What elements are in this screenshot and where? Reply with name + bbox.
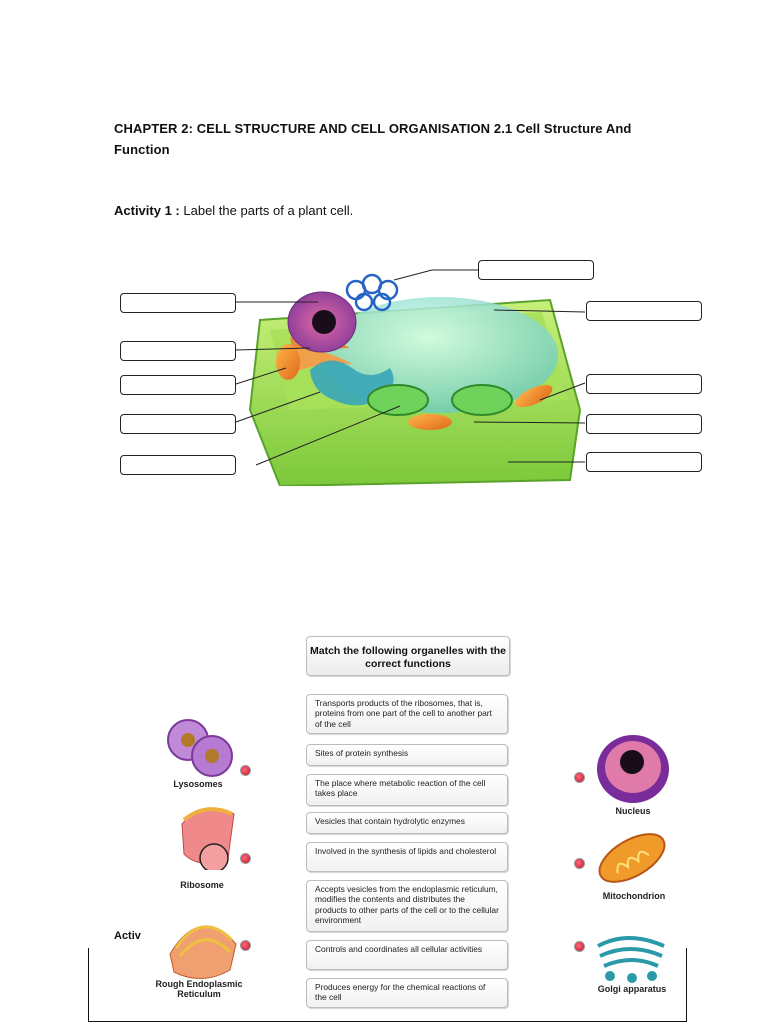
ribosome-image bbox=[176, 804, 246, 870]
label-blank-right-4[interactable] bbox=[586, 452, 702, 472]
label-blank-left-3[interactable] bbox=[120, 375, 236, 395]
label-blank-right-3[interactable] bbox=[586, 414, 702, 434]
label-blank-right-2[interactable] bbox=[586, 374, 702, 394]
activity-1-label: Activity 1 : bbox=[114, 203, 180, 218]
label-blank-left-1[interactable] bbox=[120, 293, 236, 313]
organelle-label-nucleus: Nucleus bbox=[615, 806, 651, 816]
function-box-3: The place where metabolic reaction of the cell takes place bbox=[306, 774, 508, 806]
organelle-label-ribosome: Ribosome bbox=[180, 880, 224, 890]
label-blank-left-4[interactable] bbox=[120, 414, 236, 434]
nucleus-match-dot[interactable] bbox=[574, 772, 585, 783]
mitochondrion-image bbox=[592, 828, 674, 890]
frame-bottom-border bbox=[88, 1021, 687, 1022]
function-box-1: Transports products of the ribosomes, that is, proteins from one part of the cell to another part of the cell bbox=[306, 694, 508, 734]
activity-1-text: Label the parts of a plant cell. bbox=[183, 203, 354, 218]
chapter-title: CHAPTER 2: CELL STRUCTURE AND CELL ORGANISATION 2.1 Cell Structure And Function bbox=[114, 121, 632, 157]
ribosome-match-dot[interactable] bbox=[240, 853, 251, 864]
organelle-label-lysosomes: Lysosomes bbox=[173, 779, 223, 789]
function-box-2: Sites of protein synthesis bbox=[306, 744, 508, 766]
function-box-5: Involved in the synthesis of lipids and cholesterol bbox=[306, 842, 508, 872]
organelle-label-mitochondrion: Mitochondrion bbox=[602, 891, 666, 901]
function-box-4: Vesicles that contain hydrolytic enzymes bbox=[306, 812, 508, 834]
label-blank-right-1[interactable] bbox=[586, 301, 702, 321]
nucleus-image bbox=[592, 732, 674, 806]
frame-right-border bbox=[686, 948, 687, 1022]
next-activity-label: Activ bbox=[114, 930, 141, 942]
label-blank-top[interactable] bbox=[478, 260, 594, 280]
activity-1-instruction bbox=[114, 203, 353, 218]
rough-er-image bbox=[166, 914, 242, 980]
organelle-label-golgi: Golgi apparatus bbox=[597, 984, 667, 994]
function-box-7: Controls and coordinates all cellular activities bbox=[306, 940, 508, 970]
plant-cell-diagram bbox=[110, 250, 714, 486]
rough-er-match-dot[interactable] bbox=[240, 940, 251, 951]
lysosome-image bbox=[162, 716, 242, 782]
frame-left-border bbox=[88, 948, 89, 1022]
golgi-match-dot[interactable] bbox=[574, 941, 585, 952]
golgi-image bbox=[592, 928, 672, 984]
matching-activity bbox=[146, 632, 674, 1024]
matching-header: Match the following organelles with the correct functions bbox=[306, 636, 510, 676]
plant-cell-illustration bbox=[110, 250, 714, 486]
lysosomes-match-dot[interactable] bbox=[240, 765, 251, 776]
mitochondrion-match-dot[interactable] bbox=[574, 858, 585, 869]
label-blank-left-5[interactable] bbox=[120, 455, 236, 475]
label-blank-left-2[interactable] bbox=[120, 341, 236, 361]
function-box-6: Accepts vesicles from the endoplasmic reticulum, modifies the contents and distributes the products to other parts of the cell or to the cellular environment bbox=[306, 880, 508, 932]
organelle-label-rough-er: Rough Endoplasmic Reticulum bbox=[155, 979, 243, 999]
function-box-8: Produces energy for the chemical reactions of the cell bbox=[306, 978, 508, 1008]
